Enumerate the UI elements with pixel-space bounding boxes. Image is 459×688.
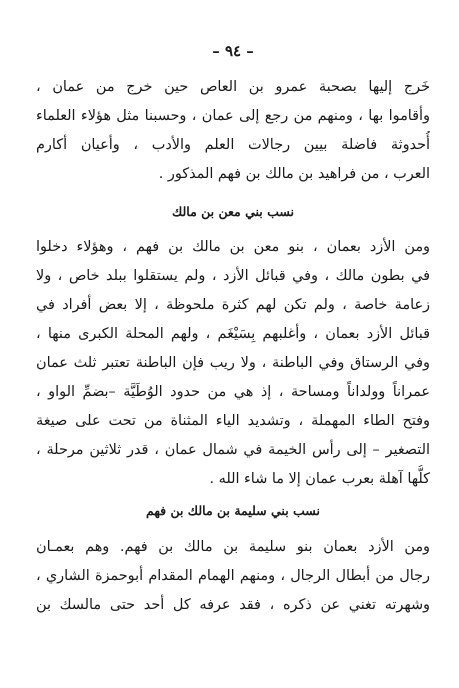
- text-line: أُحدوثة فاضلة بيين رجالات العلم والأدب ، وأعيان أكارم: [36, 137, 430, 153]
- text-line: رجال من أبطال الرجال ، ومنهم الهمام المقدام أبوحمزة الشاري ،: [36, 568, 430, 584]
- text-line: وفي الرستاق وفي الباطنة ، ولا ريب فإن الباطنة تعتبر ثلث عمان: [36, 355, 430, 371]
- text-line: زعامة خاصة ، ولم تكن لهم كثرة ملحوظة ، إلا بعض أفراد في: [36, 297, 430, 313]
- text-line: في بطون مالك ، وفي قبائل الأزد ، ولم يستقلوا ببلد خاص ، ولا: [36, 268, 430, 284]
- paragraph-bani-sulaima: [36, 533, 430, 620]
- text-line: ومن الأزد بعمان ، بنو معن بن مالك بن فهم ، وهؤلاء دخلوا: [36, 239, 430, 255]
- page-number: – ٩٤ –: [212, 42, 254, 60]
- text-line: التصغير – إلى رأس الخيمة في شمال عمان ، قدر ثلاثين مرحلة ،: [36, 442, 430, 458]
- text-line: وأقاموا بها ، ومنهم من رجع إلى عمان ، وحسبنا مثل هؤلاء العلماء: [36, 108, 430, 124]
- text-line: العرب ، من فراهيد بن مالك بن فهم المذكور .: [158, 166, 430, 182]
- text-line: قبائل الأزد بعمان ، وأغلبهم بِسَيْغَم ، ولهم المحلة الكبرى منها ،: [36, 326, 430, 342]
- text-line: وفتح الطاء المهملة ، وتشديد الياء المثناة من تحت على صيغة: [36, 413, 430, 429]
- book-page: [36, 0, 430, 688]
- paragraph-intro: [36, 73, 430, 189]
- text-line: ومن الأزد بعمان بنو سليمة بن مالك بن فهم. وهم بعمـان: [36, 539, 430, 555]
- text-line: كلُّها آهلة بعرب عمان إلا ما شاء الله .: [209, 471, 430, 487]
- section-heading-bani-sulaima: نسب بني سليمة بن مالك بن فهم: [146, 503, 320, 518]
- text-line: وشهرته تغني عن ذكره ، فقد عرفه كل أحد حتى مالسك بن: [36, 597, 430, 613]
- paragraph-bani-maan: [36, 233, 430, 494]
- section-heading-bani-maan: نسب بني معن بن مالك: [171, 204, 295, 219]
- text-line: خَرج إليها بصحبة عمرو بن العاص حين خرج من عمان ،: [36, 79, 430, 95]
- text-line: عمراناً وولداناً ومساحة ، إذ هي من حدود الوُطَيَّة –بضمِّ الواو ،: [36, 384, 430, 400]
